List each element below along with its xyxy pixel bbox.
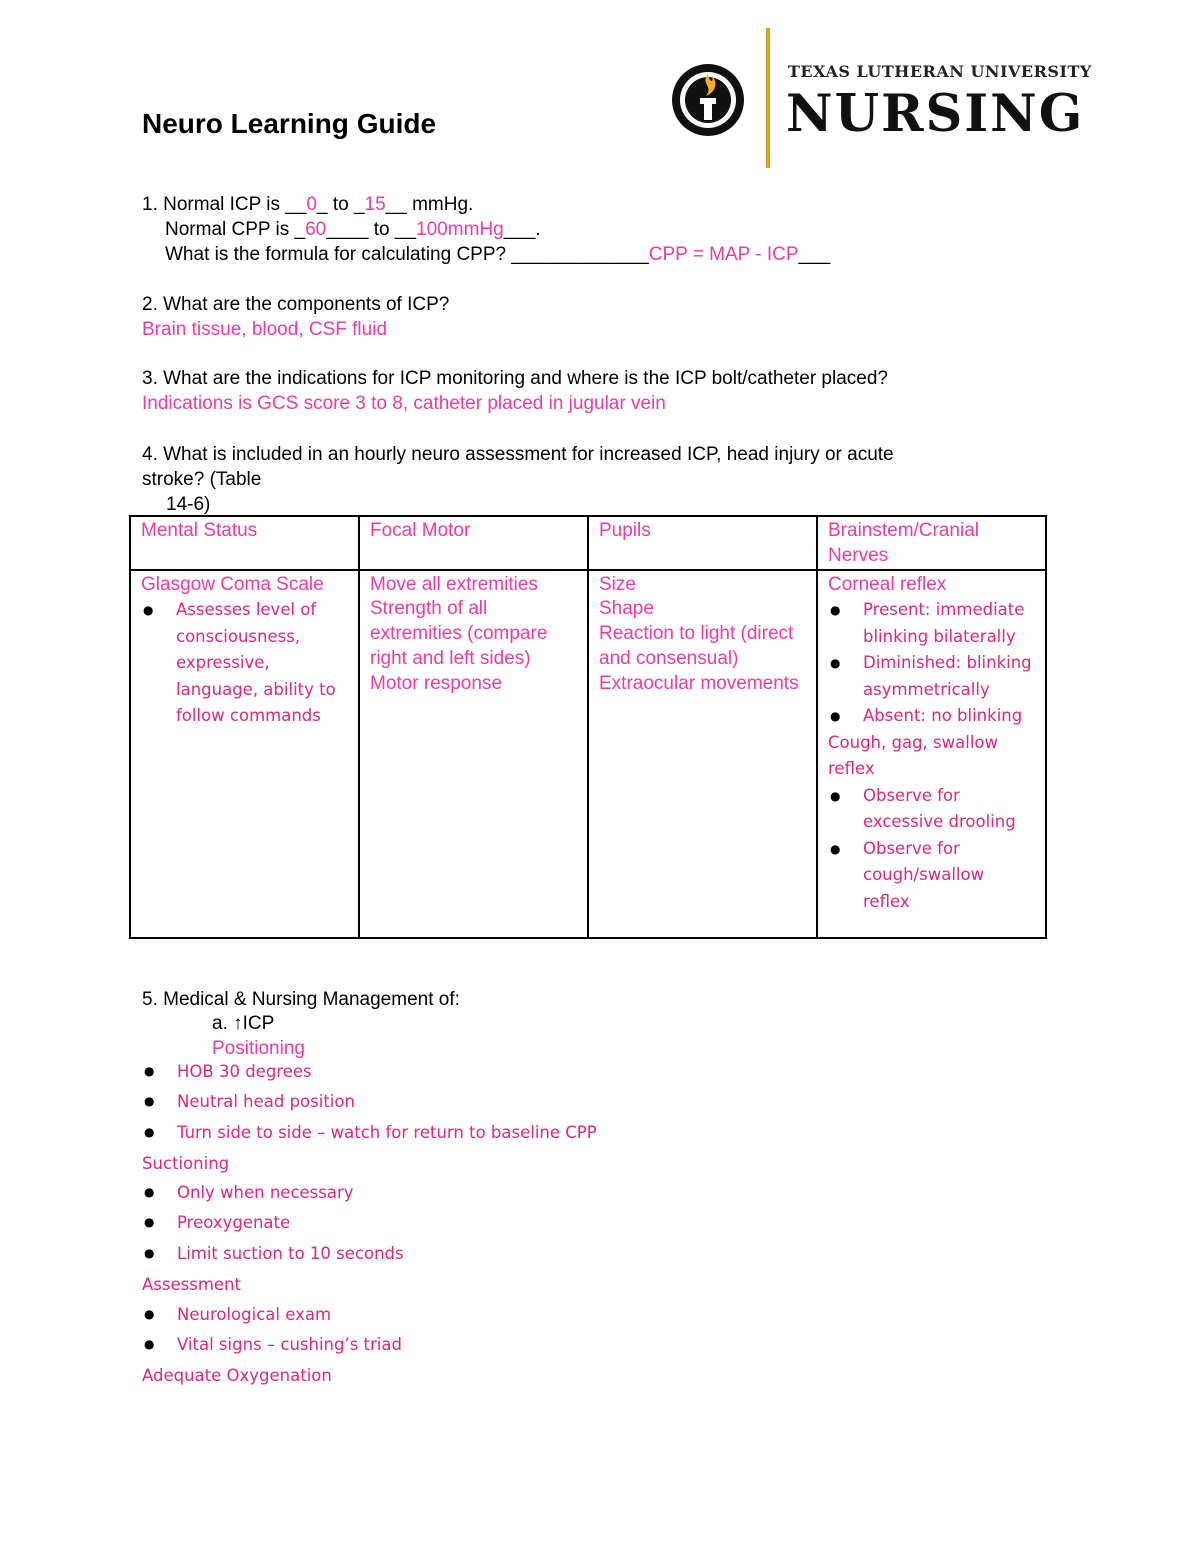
q1-line3: What is the formula for calculating CPP? _____________CPP = MAP - ICP___ [165,244,831,265]
table-header-row [130,516,1046,570]
focal-motor-cell [359,570,588,938]
cell-line: Strength of all extremities (compare right and left sides) [370,598,548,669]
q5-question: 5. Medical & Nursing Management of: [142,989,460,1010]
table-row [130,570,1046,938]
q1-line1: 1. Normal ICP is __0_ to _15__ mmHg. [142,194,474,215]
list-item: ● Absent: no blinking [828,703,1035,730]
cell-line: Motor response [370,672,503,694]
list-item: ● Observe for cough/swallow reflex [828,836,1035,916]
positioning-heading: Positioning [212,1038,305,1059]
q2-answer: Brain tissue, blood, CSF fluid [142,319,388,340]
list-item: ● Observe for excessive drooling [828,783,1035,836]
logo-university-name: TEXAS LUTHERAN UNIVERSITY [788,62,1092,81]
table-header-cell: Mental Status [130,516,359,570]
list-item: ● Assesses level of consciousness, expressive, language, ability to follow commands [141,597,348,730]
cell-line: Reaction to light (direct and consensual) [599,623,794,669]
logo-program-name: NURSING [786,84,1085,144]
oxygenation-heading: Adequate Oxygenation [142,1366,332,1385]
brainstem-cell [817,570,1046,938]
cell-line: Shape [599,598,654,620]
cell-line: Size [599,573,636,595]
cell-heading: Glasgow Coma Scale [141,573,324,595]
q3-answer: Indications is GCS score 3 to 8, catheter placed in jugular vein [142,393,666,414]
q4-question-line2: stroke? (Table [142,469,262,490]
cell-line: Move all extremities [370,573,538,595]
neuro-assessment-table [129,515,1047,939]
logo-divider [766,28,770,168]
list-item: ● Diminished: blinking asymmetrically [828,650,1035,703]
table-header-cell: Focal Motor [359,516,588,570]
assessment-heading: Assessment [142,1275,241,1294]
cell-heading: Corneal reflex [828,573,947,595]
q2-question: 2. What are the components of ICP? [142,294,450,315]
q4-question-line1: 4. What is included in an hourly neuro assessment for increased ICP, head injury or acute [142,444,894,465]
table-header-cell: Brainstem/Cranial Nerves [817,516,1046,570]
cell-line: Extraocular movements [599,672,799,694]
university-logo [670,28,1090,170]
q4-question-line3: 14-6) [166,494,211,515]
torch-seal-icon [670,62,746,138]
q3-question: 3. What are the indications for ICP monitoring and where is the ICP bolt/catheter placed? [142,368,888,389]
pupils-cell [588,570,817,938]
page-title: Neuro Learning Guide [142,108,437,139]
cell-subheading: Cough, gag, swallow reflex [828,732,999,779]
suctioning-heading: Suctioning [142,1154,230,1173]
list-item: ● Present: immediate blinking bilaterally [828,597,1035,650]
q1-line2: Normal CPP is _60____ to __100mmHg___. [165,219,541,240]
q5-subheading: a. ↑ICP [212,1013,275,1034]
mental-status-cell [130,570,359,938]
table-header-cell: Pupils [588,516,817,570]
